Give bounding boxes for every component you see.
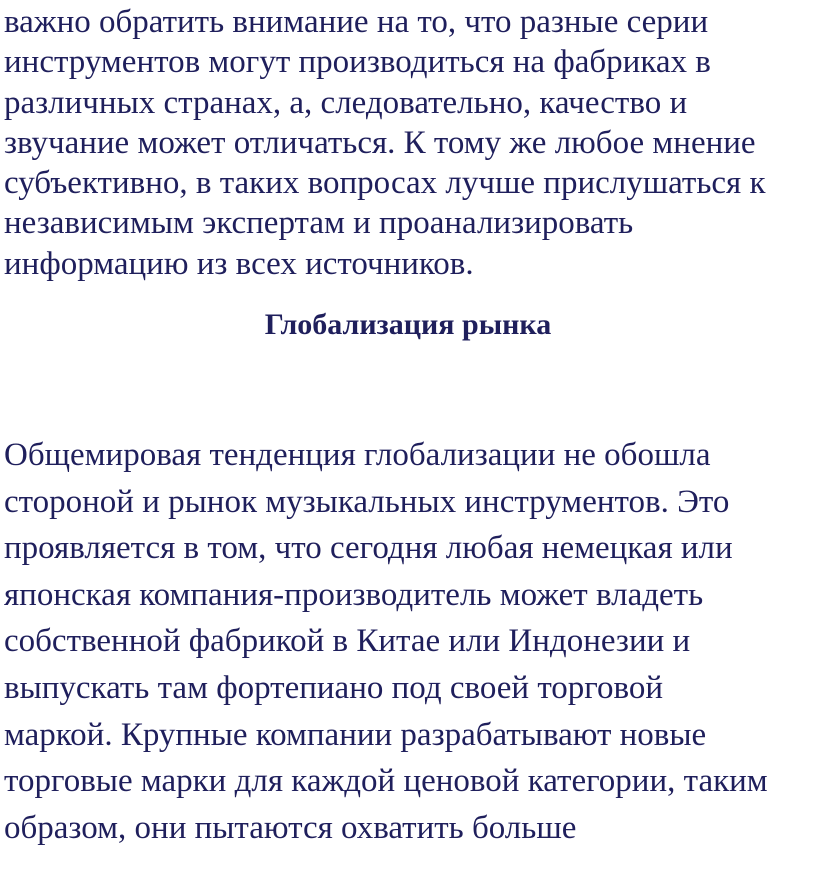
text-line: Общемировая тенденция глобализации не обошла xyxy=(4,437,711,473)
text-line: торговые марки для каждой ценовой категории, таким xyxy=(4,763,768,800)
text-line: инструментов могут производиться на фабриках в xyxy=(4,44,711,81)
text-line: различных странах, а, следовательно, качество и xyxy=(4,84,688,121)
text-line: информацию из всех источников. xyxy=(4,245,474,282)
text-line: выпускать там фортепиано под своей торговой xyxy=(4,669,664,706)
text-line: маркой. Крупные компании разрабатывают новые xyxy=(4,716,707,753)
text-line: звучание может отличаться. К тому же любое мнение xyxy=(4,124,756,161)
paragraph-instrument-quality xyxy=(4,2,816,284)
text-line: субъективно, в таких вопросах лучше прислушаться к xyxy=(4,165,766,202)
paragraph-market-globalization xyxy=(4,432,816,851)
text-line: японская компания-производитель может владеть xyxy=(4,576,704,613)
text-line: независимым экспертам и проанализировать xyxy=(4,205,634,242)
text-line: образом, они пытаются охватить больше xyxy=(4,809,577,846)
text-line: стороной и рынок музыкальных инструментов. Это xyxy=(4,483,730,520)
text-line: проявляется в том, что сегодня любая немецкая или xyxy=(4,530,733,567)
text-line: собственной фабрикой в Китае или Индонезии и xyxy=(4,623,691,660)
text-line: важно обратить внимание на то, что разные серии xyxy=(4,4,709,40)
section-heading: Глобализация рынка xyxy=(264,308,552,341)
